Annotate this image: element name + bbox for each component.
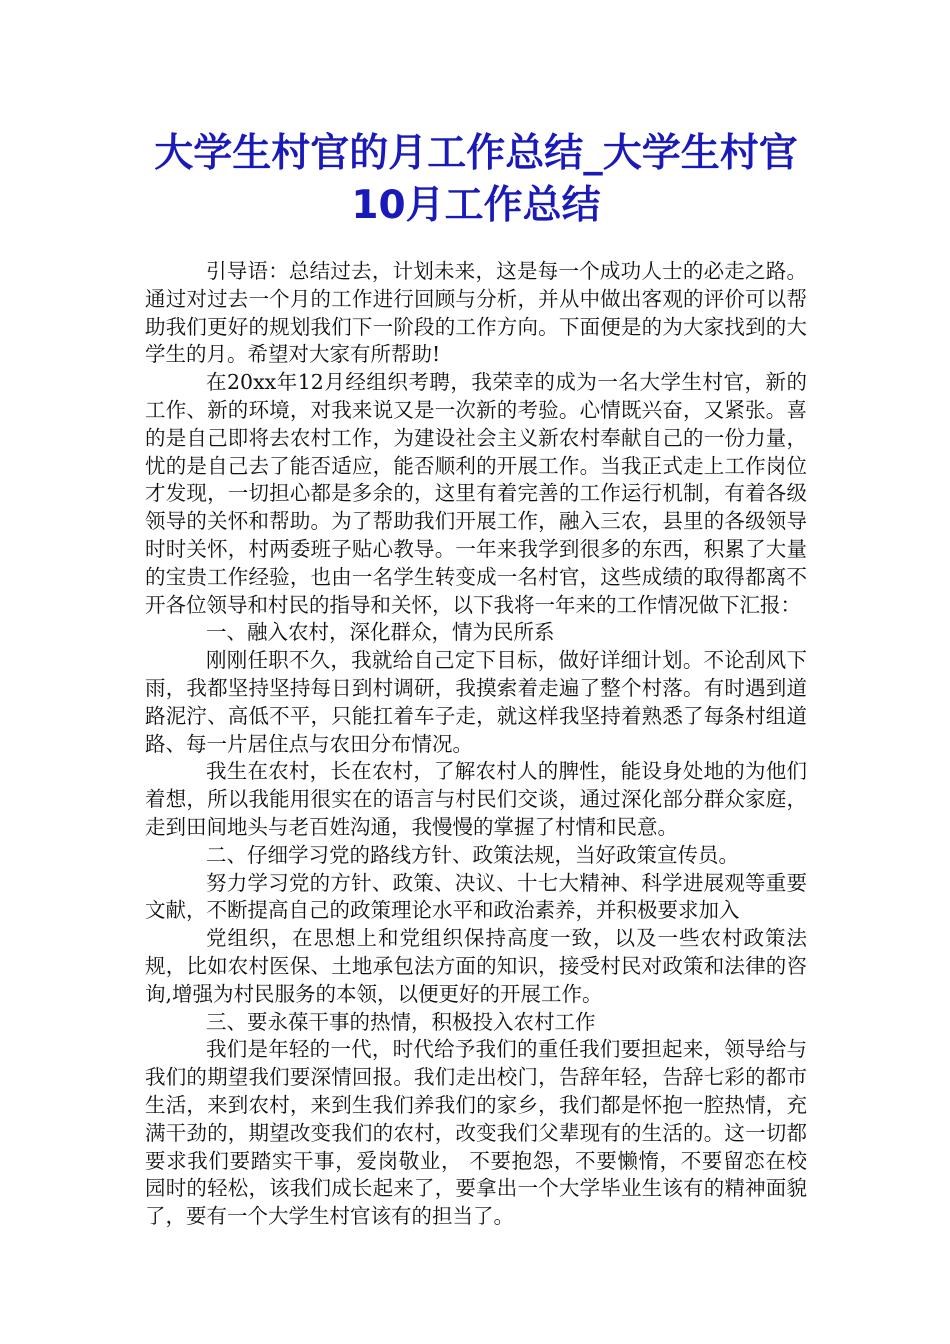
paragraph-intro: 引导语：总结过去，计划未来，这是每一个成功人士的必走之路。通过对过去一个月的工作进行回顾与分析，并从中做出客观的评价可以帮助我们更好的规划我们下一阶段的工作方向。下面便是的为大家找到的大学生的月。希望对大家有所帮助! xyxy=(145,259,807,367)
paragraph-section-2a: 努力学习党的方针、政策、决议、十七大精神、科学进展观等重要文献，不断提高自己的政策理论水平和政治素养，并积极要求加入 xyxy=(145,870,807,923)
paragraph-section-2b: 党组织，在思想上和党组织保持高度一致，以及一些农村政策法规，比如农村医保、土地承包法方面的知识，接受村民对政策和法律的咨询,增强为村民服务的本领，以便更好的开展工作。 xyxy=(145,926,807,1006)
section-heading-2: 二、仔细学习党的路线方针、政策法规，当好政策宣传员。 xyxy=(206,842,739,867)
section-heading-3: 三、要永葆干事的热情，积极投入农村工作 xyxy=(206,1009,596,1034)
document-body xyxy=(145,258,807,1231)
paragraph-section-1a: 刚刚任职不久，我就给自己定下目标，做好详细计划。不论刮风下雨，我都坚持坚持每日到村调研，我摸索着走遍了整个村落。有时遇到道路泥泞、高低不平，只能扛着车子走，就这样我坚持着熟悉了每条村组道路、每一片居住点与农田分布情况。 xyxy=(145,648,807,756)
paragraph-background: 在20xx年12月经组织考聘，我荣幸的成为一名大学生村官，新的工作、新的环境，对我来说又是一次新的考验。心情既兴奋，又紧张。喜的是自己即将去农村工作，为建设社会主义新农村奉献自己的一份力量，忧的是自己去了能否适应，能否顺利的开展工作。当我正式走上工作岗位才发现，一切担心都是多余的，这里有着完善的工作运行机制，有着各级领导的关怀和帮助。为了帮助我们开展工作，融入三农，县里的各级领导时时关怀，村两委班子贴心教导。一年来我学到很多的东西，积累了大量的宝贵工作经验，也由一名学生转变成一名村官，这些成绩的取得都离不开各位领导和村民的指导和关怀，以下我将一年来的工作情况做下汇报： xyxy=(145,370,807,617)
paragraph-section-1b: 我生在农村，长在农村，了解农村人的脾性，能设身处地的为他们着想，所以我能用很实在的语言与村民们交谈，通过深化部分群众家庭，走到田间地头与老百姓沟通，我慢慢的掌握了村情和民意。 xyxy=(145,759,807,839)
paragraph-section-3a: 我们是年轻的一代，时代给予我们的重任我们要担起来，领导给与我们的期望我们要深情回报。我们走出校门，告辞年轻，告辞七彩的都市生活，来到农村，来到生我们养我们的家乡，我们都是怀抱一腔热情，充满干劲的，期望改变我们的农村，改变我们父辈现有的生活的。这一切都要求我们要踏实干事，爱岗敬业， 不要抱怨，不要懒惰，不要留恋在校园时的轻松，该我们成长起来了，要拿出一个大学毕业生该有的精神面貌了，要有一个大学生村官该有的担当了。 xyxy=(145,1037,807,1229)
section-heading-1: 一、融入农村，深化群众，情为民所系 xyxy=(206,620,555,645)
document-title: 大学生村官的月工作总结_大学生村官10月工作总结 xyxy=(154,131,798,228)
document-page xyxy=(145,128,807,1231)
